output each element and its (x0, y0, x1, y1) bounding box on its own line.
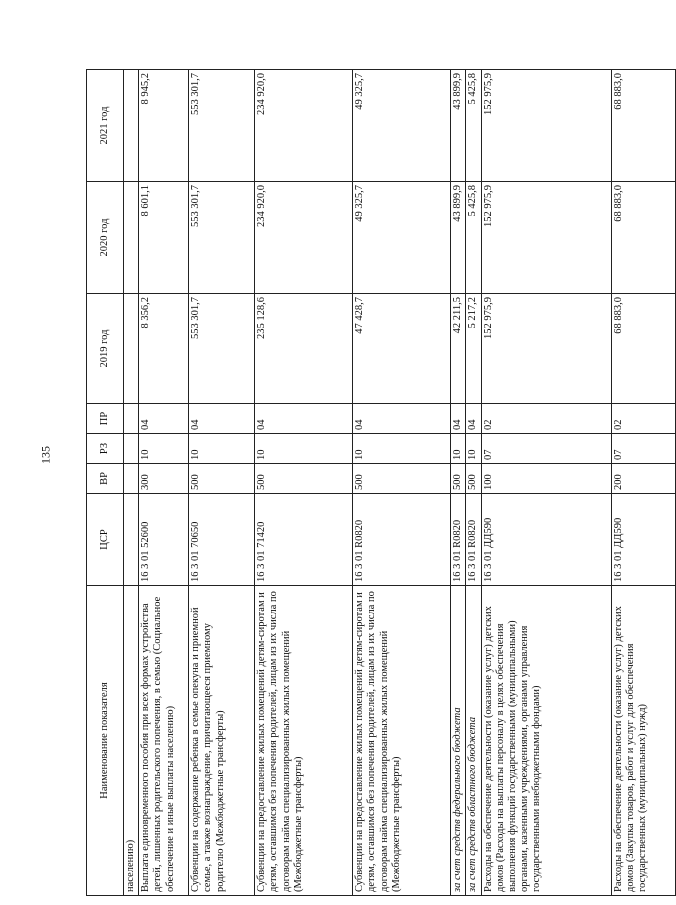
cell-csr: 16 3 01 R0820 (451, 494, 466, 586)
cell-name: Выплата единовременного пособия при всех формах устройства детей, лишенных родительского попечения, в семью (Социальное обеспечение и иные выплаты населению) (139, 586, 189, 896)
header-csr: ЦСР (87, 494, 124, 586)
cell-2019: 47 428,7 (353, 294, 451, 404)
cell-vr: 500 (353, 464, 451, 494)
table-row (451, 70, 466, 896)
cell-rz: 10 (353, 434, 451, 464)
cell-2020: 49 325,7 (353, 182, 451, 294)
cell-pr: 02 (611, 404, 675, 434)
cell-2020: 43 899,9 (451, 182, 466, 294)
cell-pr: 04 (451, 404, 466, 434)
header-pr: ПР (87, 404, 124, 434)
cell-pr: 02 (481, 404, 611, 434)
cell-vr: 500 (451, 464, 466, 494)
header-2019: 2019 год (87, 294, 124, 404)
cell-rz: 10 (255, 434, 353, 464)
cell-rz: 10 (451, 434, 466, 464)
header-2020: 2020 год (87, 182, 124, 294)
cell-2019: 5 217,2 (466, 294, 481, 404)
cell-vr: 200 (611, 464, 675, 494)
cell-rz: 10 (189, 434, 255, 464)
cell-2020 (124, 182, 139, 294)
cell-name: Субвенции на предоставление жилых помещений детям-сиротам и детям, оставшимся без попечения родителей, лицам из их числа по договорам найма специализированных жилых помещений (Межбюджетные трансферты) (353, 586, 451, 896)
cell-name: населению) (124, 586, 139, 896)
cell-rz: 10 (139, 434, 189, 464)
cell-2020: 68 883,0 (611, 182, 675, 294)
cell-name: Субвенции на предоставление жилых помещений детям-сиротам и детям, оставшимся без попечения родителей, лицам из их числа по договорам найма специализированных жилых помещений (Межбюджетные трансферты) (255, 586, 353, 896)
cell-pr: 04 (255, 404, 353, 434)
cell-2019: 152 975,9 (481, 294, 611, 404)
cell-rz: 07 (481, 434, 611, 464)
cell-2021: 68 883,0 (611, 70, 675, 182)
cell-2020: 152 975,9 (481, 182, 611, 294)
cell-pr: 04 (139, 404, 189, 434)
header-rz: РЗ (87, 434, 124, 464)
cell-rz: 07 (611, 434, 675, 464)
header-2021: 2021 год (87, 70, 124, 182)
cell-vr: 500 (189, 464, 255, 494)
cell-2020: 8 601,1 (139, 182, 189, 294)
cell-2020: 234 920,0 (255, 182, 353, 294)
cell-2019 (124, 294, 139, 404)
cell-2021: 152 975,9 (481, 70, 611, 182)
cell-2021: 553 301,7 (189, 70, 255, 182)
cell-2020: 553 301,7 (189, 182, 255, 294)
cell-rz: 10 (466, 434, 481, 464)
cell-2020: 5 425,8 (466, 182, 481, 294)
table-row (189, 70, 255, 896)
cell-2019: 42 211,5 (451, 294, 466, 404)
header-row (87, 70, 124, 896)
cell-vr: 500 (466, 464, 481, 494)
cell-csr: 16 3 01 R0820 (353, 494, 451, 586)
cell-csr: 16 3 01 52600 (139, 494, 189, 586)
cell-name: за счет средств федерального бюджета (451, 586, 466, 896)
budget-table (86, 69, 676, 896)
header-vr: ВР (87, 464, 124, 494)
table-row (611, 70, 675, 896)
rotated-table-container (86, 70, 648, 896)
table-row (353, 70, 451, 896)
cell-vr: 100 (481, 464, 611, 494)
cell-2019: 235 128,6 (255, 294, 353, 404)
cell-csr: 16 3 01 71420 (255, 494, 353, 586)
cell-name: Расходы на обеспечение деятельности (оказание услуг) детских домов (Закупка товаров, работ и услуг для обеспечения государственных (муниципальных) нужд) (611, 586, 675, 896)
cell-2021: 5 425,8 (466, 70, 481, 182)
table-row (481, 70, 611, 896)
page-number: 135 (38, 446, 53, 464)
cell-csr (124, 494, 139, 586)
table-row (139, 70, 189, 896)
cell-name: за счет средств областного бюджета (466, 586, 481, 896)
cell-2019: 68 883,0 (611, 294, 675, 404)
cell-csr: 16 3 01 R0820 (466, 494, 481, 586)
table-row (124, 70, 139, 896)
table-row (255, 70, 353, 896)
cell-2021: 49 325,7 (353, 70, 451, 182)
cell-name: Субвенции на содержание ребенка в семье опекуна и приемной семье, а также вознаграждение, причитающееся приемному родителю (Межбюджетные трансферты) (189, 586, 255, 896)
cell-pr: 04 (466, 404, 481, 434)
header-name: Наименование показателя (87, 586, 124, 896)
cell-2021: 234 920,0 (255, 70, 353, 182)
cell-2019: 553 301,7 (189, 294, 255, 404)
table-row (466, 70, 481, 896)
cell-vr (124, 464, 139, 494)
cell-rz (124, 434, 139, 464)
cell-csr: 16 3 01 ДД590 (611, 494, 675, 586)
cell-2021: 8 945,2 (139, 70, 189, 182)
cell-vr: 300 (139, 464, 189, 494)
cell-2021 (124, 70, 139, 182)
cell-name: Расходы на обеспечение деятельности (оказание услуг) детских домов (Расходы на выплаты персоналу в целях обеспечения выполнения функций государственными (муниципальными) органами, казенными учреждениями, органами управления государственными внебюджетными фондами) (481, 586, 611, 896)
cell-2021: 43 899,9 (451, 70, 466, 182)
cell-csr: 16 3 01 70650 (189, 494, 255, 586)
cell-csr: 16 3 01 ДД590 (481, 494, 611, 586)
cell-vr: 500 (255, 464, 353, 494)
cell-2019: 8 356,2 (139, 294, 189, 404)
cell-pr (124, 404, 139, 434)
cell-pr: 04 (189, 404, 255, 434)
cell-pr: 04 (353, 404, 451, 434)
